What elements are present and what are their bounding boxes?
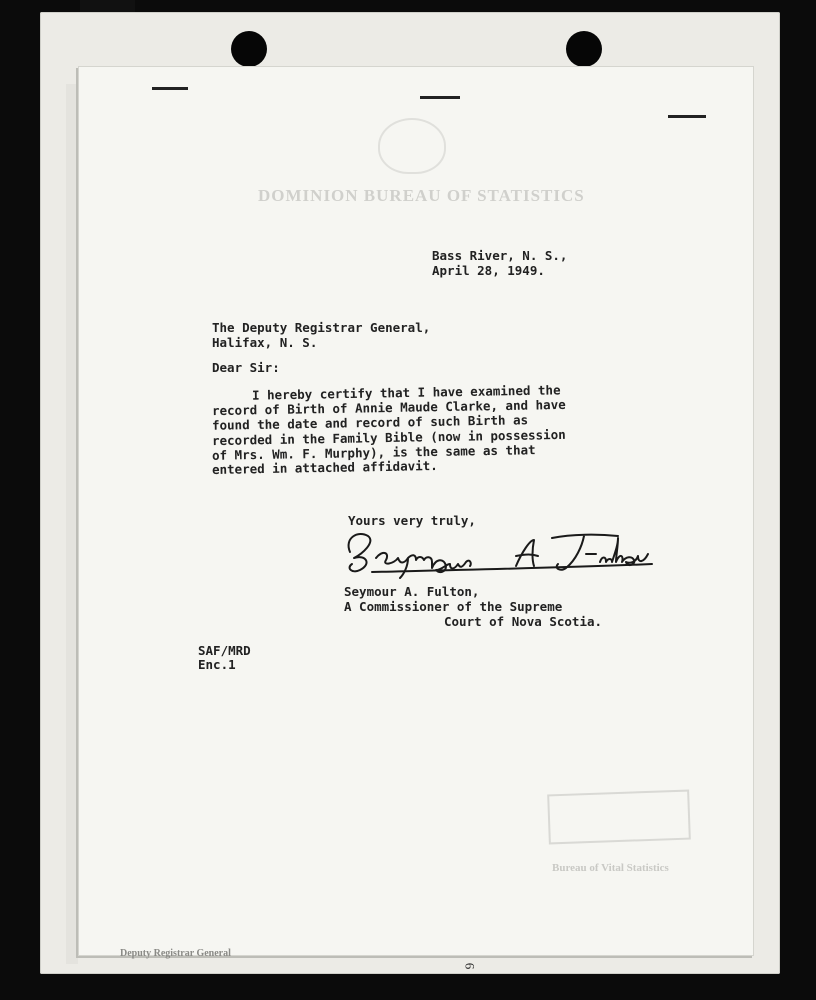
letter-place: Bass River, N. S., [432,248,568,263]
salutation: Dear Sir: [212,360,280,375]
footer-bleed-text: Deputy Registrar General [120,948,231,959]
underlying-sheet-edge [66,84,78,964]
body-line-6: entered in attached affidavit. [211,458,438,477]
signer-title-1: A Commissioner of the Supreme [344,599,563,614]
signer-name: Seymour A. Fulton, [344,584,480,599]
body-line-5: of Mrs. Wm. F. Murphy), is the same as that [211,442,536,463]
letterhead-bleed: DOMINION BUREAU OF STATISTICS [258,186,585,205]
punch-hole-right [566,31,602,67]
signer-title-2: Court of Nova Scotia. [444,614,603,629]
staple-mark-center [420,96,460,99]
body-line-2: record of Birth of Annie Maude Clarke, and have [211,396,566,419]
punch-hole-left [231,31,267,67]
staple-mark-right [668,115,706,118]
enclosure-note: Enc.1 [198,657,236,672]
handwritten-signature [338,524,668,584]
stamp-text: Bureau of Vital Statistics [552,862,669,874]
body-line-3: found the date and record of such Birth as [211,412,529,433]
staple-mark-left [152,87,188,90]
reference-initials: SAF/MRD [198,643,251,658]
page-mark: 6 [462,962,478,970]
crest-watermark [378,118,446,174]
closing: Yours very truly, [348,513,476,528]
letter-date: April 28, 1949. [432,263,545,278]
body-line-1: I hereby certify that I have examined the [251,382,561,403]
recipient-line-2: Halifax, N. S. [212,335,318,350]
recipient-line-1: The Deputy Registrar General, [212,320,431,335]
body-line-4: recorded in the Family Bible (now in possession [211,426,566,449]
received-stamp [547,790,691,845]
